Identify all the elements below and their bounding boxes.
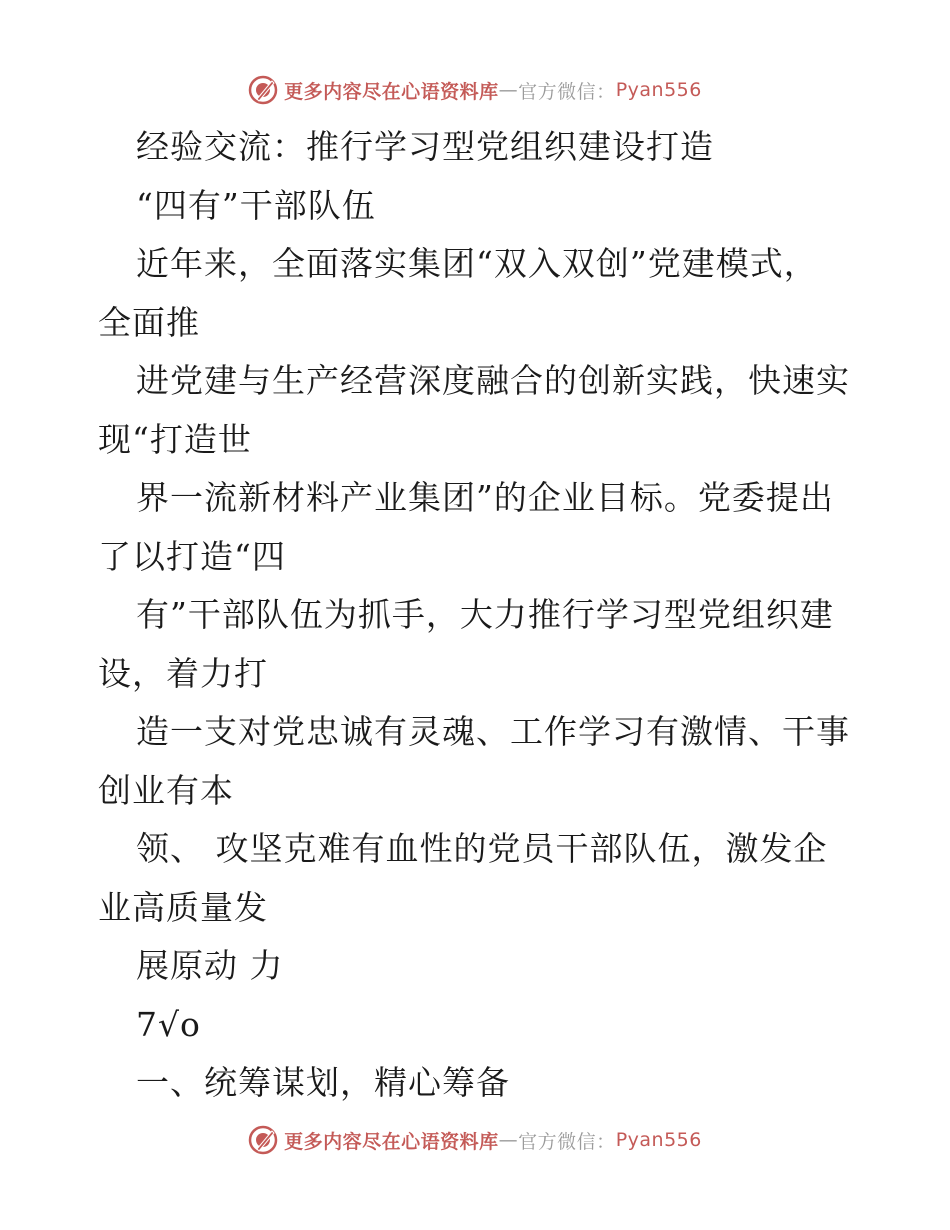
watermark-brand: 更多内容尽在心语资料库 — [284, 1130, 499, 1153]
doc-line: 界一流新材料产业集团”的企业目标。党委提出 — [136, 478, 834, 517]
document-body — [98, 118, 858, 1113]
doc-line: 7√o — [136, 1004, 201, 1044]
doc-line: 全面推 — [98, 302, 200, 342]
doc-line: 了以打造“四 — [98, 536, 286, 576]
doc-line: 现“打造世 — [98, 419, 252, 459]
doc-line: “四有”干部队伍 — [136, 185, 376, 225]
doc-line: 有”干部队伍为抓手，大力推行学习型党组织建 — [136, 595, 834, 634]
doc-line: 近年来，全面落实集团“双入双创”党建模式， — [136, 244, 818, 283]
doc-line: 展原动 力 — [136, 946, 284, 985]
watermark-wechat-id: Pyan556 — [615, 1129, 702, 1151]
watermark-brand: 更多内容尽在心语资料库 — [284, 80, 499, 103]
doc-line: 一、统筹谋划，精心筹备 — [136, 1063, 510, 1102]
watermark-label: 官方微信： — [518, 80, 616, 103]
quill-seal-icon — [248, 75, 278, 105]
doc-line: 业高质量发 — [98, 887, 268, 927]
watermark-separator: — — [498, 79, 519, 101]
quill-seal-icon — [248, 1125, 278, 1155]
watermark-separator: — — [498, 1129, 519, 1151]
header-watermark — [0, 70, 950, 110]
watermark-label: 官方微信： — [518, 1130, 616, 1153]
doc-line: 领、 攻坚克难有血性的党员干部队伍，激发企 — [136, 829, 828, 868]
doc-line: 造一支对党忠诚有灵魂、工作学习有激情、干事 — [136, 712, 850, 751]
watermark-wechat-id: Pyan556 — [615, 79, 702, 101]
doc-line: 进党建与生产经营深度融合的创新实践，快速实 — [136, 361, 850, 400]
doc-line: 经验交流：推行学习型党组织建设打造 — [136, 127, 714, 166]
footer-watermark — [0, 1120, 950, 1160]
doc-line: 创业有本 — [98, 770, 234, 810]
doc-line: 设，着力打 — [98, 653, 268, 693]
